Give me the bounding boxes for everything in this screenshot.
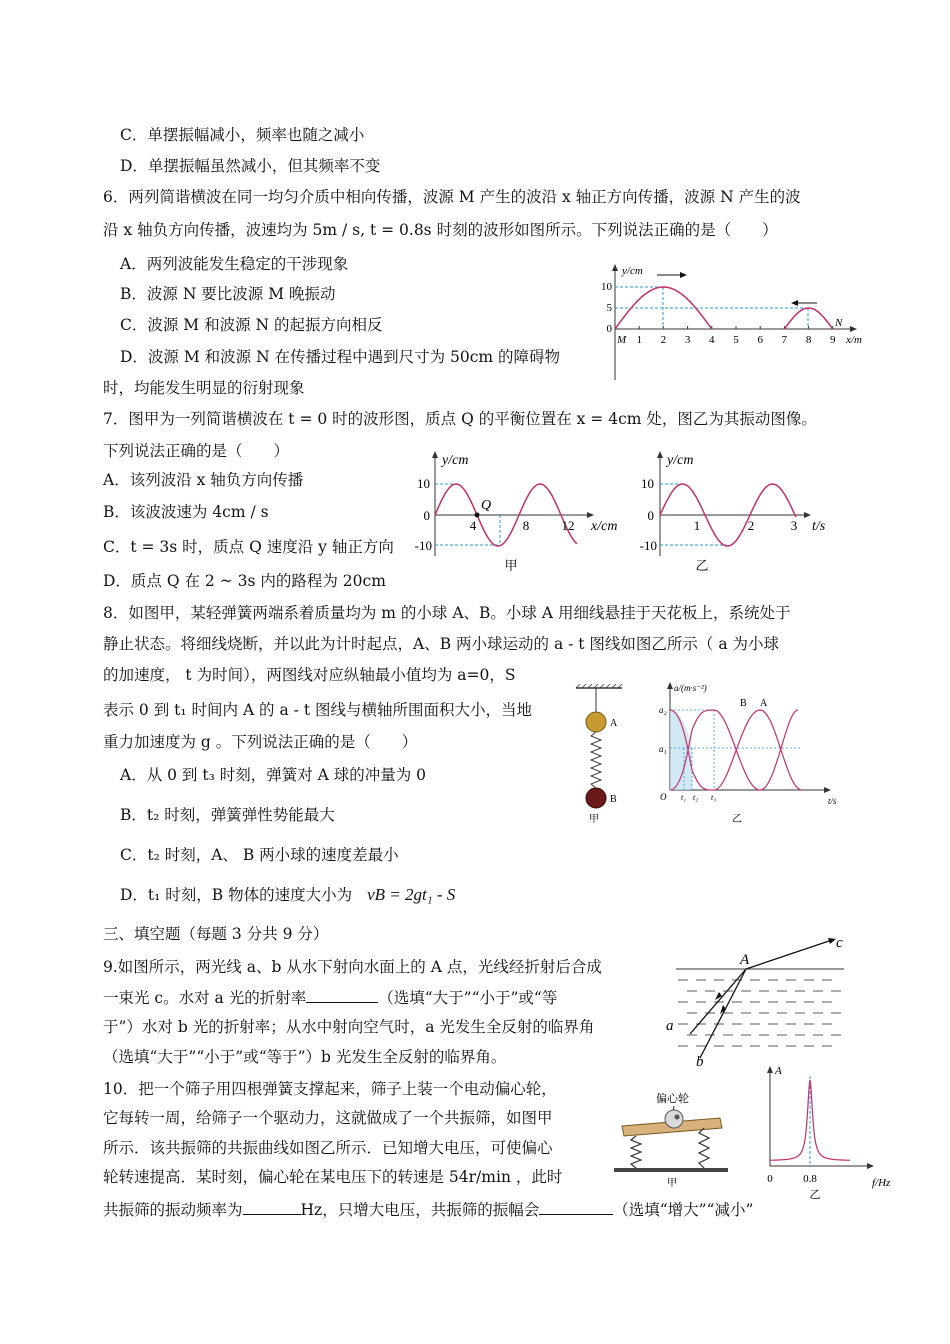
q8-yi-a1: a₁ [659,744,667,754]
q10-yi-xtick-08: 0.8 [803,1173,817,1185]
q7-jia-ylabel: y/cm [442,453,469,468]
q8-stem-line1: 8．如图甲，某轻弹簧两端系着质量均为 m 的小球 A、B。小球 A 用细线悬挂于天花板上，系统处于 [103,604,791,622]
q6-stem-line2: 沿 x 轴负方向传播，波速均为 5m / s, t = 0.8s 时刻的波形如图所示。下列说法正确的是（ ） [103,221,778,239]
q10-eccentric-wheel [665,1110,683,1128]
q6-option-a: A．两列波能发生稳定的干涉现象 [120,255,349,273]
q7-jia-xlabel: x/cm [591,519,618,534]
q6-label-m: M [617,334,627,346]
q7-yi-xtick-1: 1 [693,518,701,533]
q5-option-d: D．单摆振幅虽然减小，但其频率不变 [120,157,381,175]
q6-xtick-label: 7 [781,334,788,346]
q6-xtick-label: 6 [757,334,763,346]
q10-ground [614,1168,728,1172]
q7-option-c: C．t = 3s 时，质点 Q 速度沿 y 轴正方向 [103,538,394,556]
q7-yi-caption: 乙 [695,558,709,573]
q9-arrow-c-icon [828,938,836,944]
q8-ball-b [586,788,606,808]
q10-blank-2[interactable] [539,1198,613,1215]
q10-spring-left [631,1136,641,1168]
q6-option-b: B．波源 N 要比波源 M 晚振动 [120,285,336,303]
q7-point-q [475,513,480,518]
q8-jia-caption: 甲 [589,814,599,825]
q8-option-d [120,884,455,906]
q8-yi-t2: t₂ [693,793,699,802]
q7-yi-xtick-2: 2 [747,518,755,533]
q6-right-arrow-icon [680,272,687,278]
q8-option-d-prefix: D．t₁ 时刻，B 物体的速度大小为 [120,886,353,904]
q8-option-a: A．从 0 到 t₃ 时刻，弹簧对 A 球的冲量为 0 [120,766,427,784]
q8-yi-origin: O [660,792,667,802]
q7-yi-ytick-10: 10 [641,476,654,491]
q9-figure [660,930,850,1070]
q8-yi-t3: t₃ [711,793,717,802]
q8-spring [591,732,601,788]
q9-line2-end: （选填“大于”“小于”或“等 [378,989,558,1007]
q6-option-d-line1: D．波源 M 和波源 N 在传播过程中遇到尺寸为 50cm 的障碍物 [120,348,561,366]
q7-yi-ylabel: y/cm [667,453,694,468]
q8-ball-a-label: A [610,718,618,729]
q8-fig-jia [572,684,642,826]
q9-blank-1[interactable] [306,986,378,1003]
q6-xtick-label: 5 [733,334,739,346]
q10-line5 [103,1198,753,1221]
q8-stem-line4: 表示 0 到 t₁ 时间内 A 的 a - t 图线与横轴所围面积大小，当地 [103,701,532,719]
q6-option-c: C．波源 M 和波源 N 的起振方向相反 [120,316,383,334]
q9-line3: 于”）水对 b 光的折射率；从水中射向空气时，a 光发生全反射的临界角 [103,1018,595,1036]
q7-option-b: B．该波波速为 4cm / s [103,503,269,521]
q8-yi-caption: 乙 [732,814,742,825]
q10-line4: 轮转速提高．某时刻，偏心轮在某电压下的转速是 54r/min ，此时 [103,1168,563,1186]
q10-fig-yi [760,1062,910,1200]
q8-yi-t1: t₁ [681,793,687,802]
q8-yi-ylabel: a/(m·s⁻²) [674,683,707,693]
q7-yi-ytick-0: 0 [647,508,654,523]
q10-yi-xlabel: f/Hz [872,1177,891,1189]
q10-line5-start: 共振筛的振动频率为 [103,1201,243,1219]
q9-label-point-a: A [740,952,750,968]
q7-jia-xtick-4: 4 [469,518,477,533]
q9-line2 [103,986,557,1009]
q9-ray-c [746,940,832,969]
q6-xtick-label: 8 [805,334,812,346]
q6-wave-n-curve [784,308,832,329]
q8-yi-a2: a₂ [659,705,667,715]
q10-fig-jia [608,1088,733,1190]
q6-xtick-label: 9 [830,334,836,346]
q8-option-d-formula: vB = 2gt₁ - S [367,885,456,904]
q8-yi-xlabel: t/s [828,796,837,806]
q6-left-arrow-icon [791,300,798,306]
q7-yi-xlabel: t/s [812,519,826,534]
q10-line5-mid: Hz，只增大电压，共振筛的振幅会 [300,1201,540,1219]
q6-xtick-label: 1 [636,334,642,346]
q7-yi-ytick-n10: -10 [639,538,657,553]
q6-ytick-5: 5 [606,302,612,314]
q8-stem-line5: 重力加速度为 g 。下列说法正确的是（ ） [103,733,418,751]
q8-curve-label-a: A [760,698,768,709]
q7-fig-yi [632,448,842,578]
q10-line5-end: （选填“增大”“减小” [613,1201,754,1219]
q9-label-a: a [666,1018,674,1034]
q8-stem-line2: 静止状态。将细线烧断，并以此为计时起点，A、B 两小球运动的 a - t 图线如图乙所示（ a 为小球 [103,635,780,653]
q7-jia-caption: 甲 [504,558,518,573]
q7-yi-xtick-3: 3 [790,518,798,533]
q6-wave-figure [601,262,875,388]
q5-option-c: C．单摆振幅减小，频率也随之减小 [120,126,365,144]
q7-stem-line2: 下列说法正确的是（ ） [103,442,290,460]
q10-spring-right [699,1128,709,1168]
q6-xtick-label: 4 [709,334,715,346]
q7-label-q: Q [481,498,492,513]
q9-line4: （选填“大于”“小于”或“等于”）b 光发生全反射的临界角。 [103,1048,507,1066]
q6-ytick-10: 10 [601,281,612,293]
q7-jia-xtick-12: 12 [561,518,575,533]
q8-stem-line3: 的加速度， t 为时间），两图线对应纵轴最小值均为 a=0，S [103,666,516,684]
q8-ball-a [586,712,606,732]
q7-jia-ytick-n10: -10 [414,538,432,553]
q8-curve-label-b: B [740,698,747,709]
q9-line1: 9.如图所示，两光线 a、b 从水下射向水面上的 A 点，光线经折射后合成 [103,958,602,976]
q6-xtick-label: 2 [660,334,667,346]
q9-line2-start: 一束光 c。水对 a 光的折射率 [103,989,307,1007]
q10-yi-caption: 乙 [809,1189,821,1201]
q7-fig-jia [405,448,625,578]
q10-line2: 它每转一周，给筛子一个驱动力，这就做成了一个共振筛，如图甲 [103,1109,553,1127]
q8-option-c: C．t₂ 时刻，A、 B 两小球的速度差最小 [120,846,399,864]
q8-fig-yi [652,680,852,828]
q10-blank-1[interactable] [243,1198,301,1215]
q10-yi-ylabel: A [775,1065,782,1077]
q6-option-d-line2: 时，均能发生明显的衍射现象 [103,379,305,397]
q6-label-n: N [835,317,843,329]
q9-label-b: b [696,1054,704,1070]
q6-x-axis-label: x/m [846,334,862,346]
q10-line3: 所示．该共振筛的共振曲线如图乙所示．已知增大电压，可使偏心 [103,1139,553,1157]
q10-eccentric-wheel-label: 偏心轮 [656,1093,689,1105]
q6-ytick-0: 0 [606,323,612,335]
q8-curve-a [714,710,802,790]
q10-yi-xtick-0: 0 [767,1173,773,1185]
q7-jia-xtick-8: 8 [522,518,530,533]
q6-stem-line1: 6．两列简谐横波在同一均匀介质中相向传播，波源 M 产生的波沿 x 轴正方向传播，波源 N 产生的波 [103,188,801,206]
q10-line1: 10．把一个筛子用四根弹簧支撑起来，筛子上装一个电动偏心轮， [103,1080,557,1098]
q7-stem-line1: 7．图甲为一列简谐横波在 t = 0 时的波形图，质点 Q 的平衡位置在 x = 4cm 处，图乙为其振动图像。 [103,410,817,428]
q7-option-d: D．质点 Q 在 2 ~ 3s 内的路程为 20cm [103,572,386,590]
q8-option-b: B．t₂ 时刻，弹簧弹性势能最大 [120,806,335,824]
q6-xtick-label: 3 [684,334,691,346]
q7-jia-ytick-10: 10 [417,476,430,491]
q6-y-axis-label: y/cm [622,265,643,277]
section3-title: 三、填空题（每题 3 分共 9 分） [103,925,329,943]
q7-option-a: A．该列波沿 x 轴负方向传播 [103,471,304,489]
q10-jia-caption: 甲 [667,1178,677,1189]
q7-jia-ytick-0: 0 [423,508,430,523]
q9-label-c: c [836,935,843,951]
q8-ball-b-label: B [610,794,617,805]
